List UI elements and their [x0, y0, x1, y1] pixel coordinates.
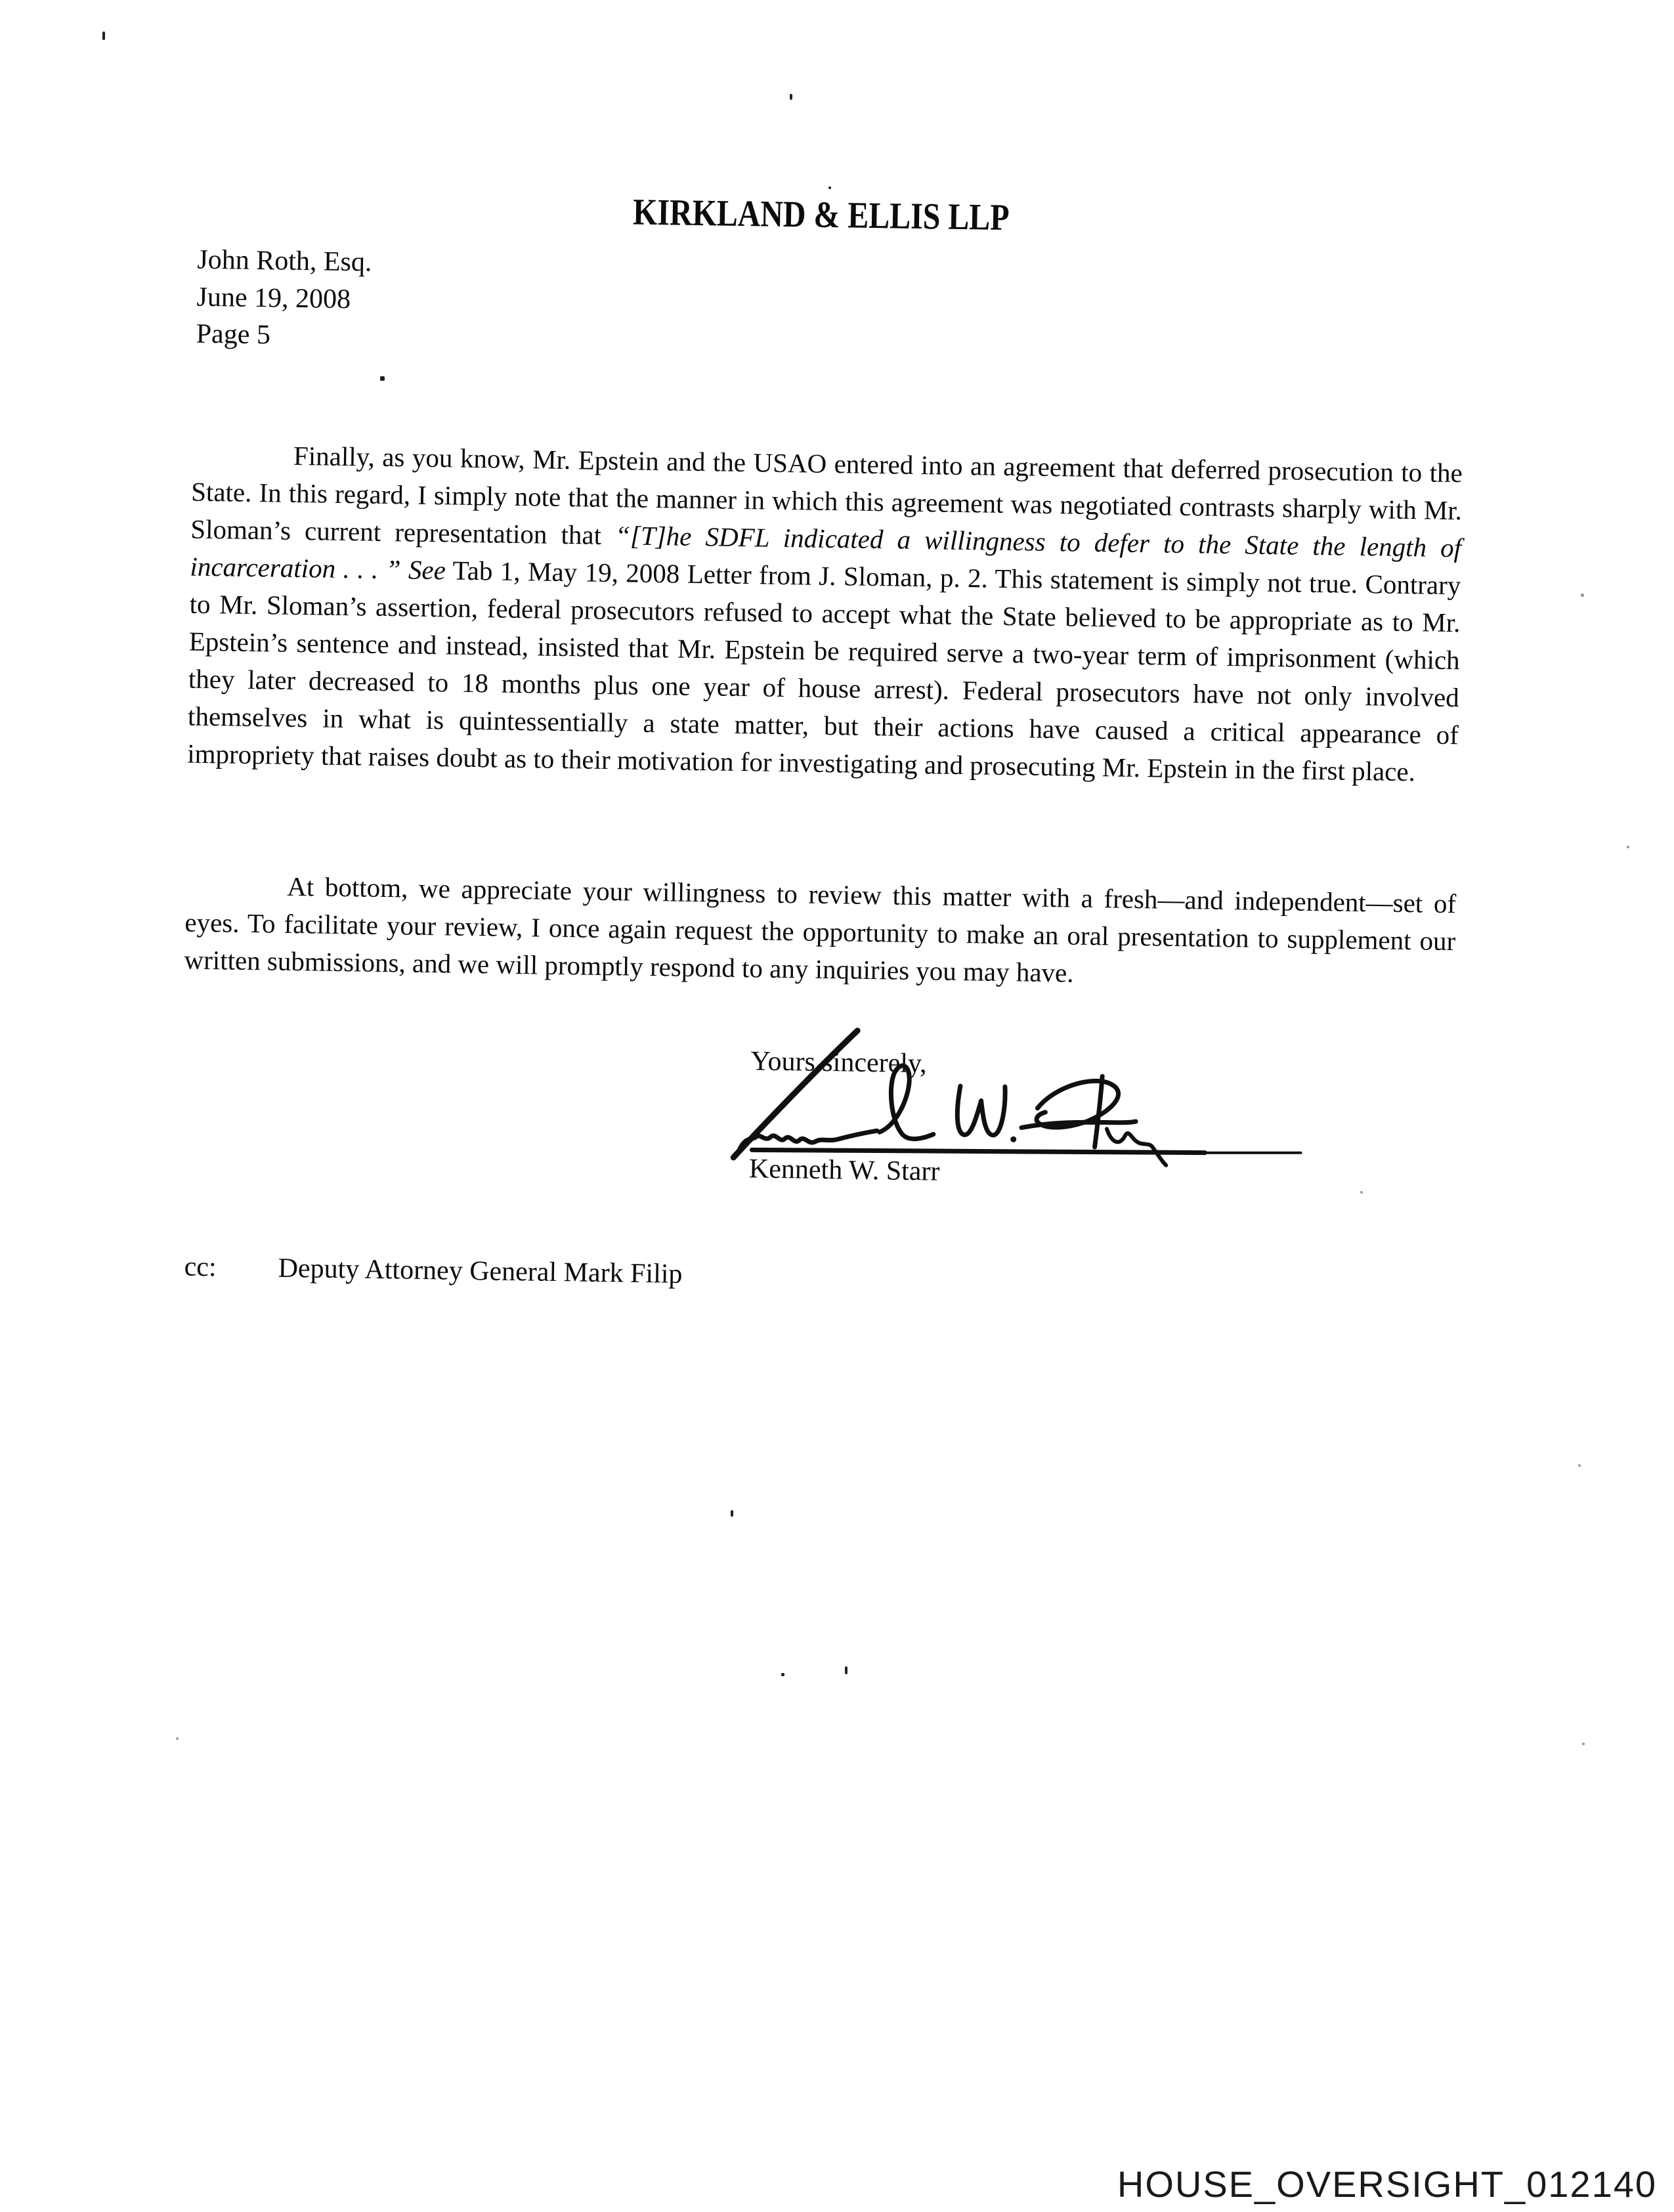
scan-speck — [828, 186, 831, 189]
letter-content — [174, 186, 1468, 1584]
signature-period — [1010, 1137, 1016, 1142]
date-line: June 19, 2008 — [196, 282, 351, 314]
signature-kenneth-w-starr — [664, 1018, 1323, 1232]
scan-speck — [1627, 846, 1629, 848]
bates-number-stamp: HOUSE_OVERSIGHT_012140 — [1117, 2163, 1657, 2205]
scan-speck — [1582, 1743, 1585, 1745]
paragraph-1-tail: Tab 1, May 19, 2008 Letter from J. Sloman, p. 2. This statement is simply not true. Contrary to Mr. Sloman’s assertion, federal prosecutors refused to accept what the State believed to be appropriate as to Mr. Epstein’s sentence and instead, insisted that Mr. Epstein be required serve a two-year term of imprisonment (which they later decreased to 18 months plus one year of house arrest). Federal prosecutors have not only involved themselves in what is quintessentially a state matter, but their actions have caused a critical appearance of impropriety that raises doubt as to their motivation for investigating and prosecuting Mr. Epstein in the first place. — [186, 555, 1461, 787]
cc-recipient: Deputy Attorney General Mark Filip — [278, 1253, 683, 1290]
signature-stroke — [880, 1066, 935, 1139]
scan-speck — [1581, 594, 1584, 597]
valediction: Yours sincerely, — [750, 1046, 928, 1079]
header-block — [196, 242, 372, 355]
scan-speck — [102, 32, 105, 40]
firm-name: KIRKLAND & ELLIS LLP — [632, 191, 1010, 239]
paragraph-1-lead: Finally, as you know, Mr. Epstein and the USAO entered into an agreement that deferred prosecution to the State. In this regard, I simply note that the manner in which this agreement was negotiated contrasts sharply with Mr. Sloman’s current representation that — [190, 440, 1463, 551]
signature-stroke — [1106, 1129, 1167, 1165]
scan-speck — [790, 94, 792, 100]
paragraph-2: At bottom, we appreciate your willingness to review this matter with a fresh—and independent—set of eyes. To facilitate your review, I once again request the opportunity to make an oral presentation to supplement our written submissions, and we will promptly respond to any inquiries you may have. — [184, 871, 1457, 988]
recipient-line: John Roth, Esq. — [197, 244, 372, 278]
scan-speck — [380, 376, 385, 381]
signer-typed-name: Kenneth W. Starr — [748, 1154, 940, 1187]
scan-speck — [176, 1737, 179, 1740]
scan-speck — [1578, 1464, 1581, 1467]
scan-speck — [845, 1666, 848, 1674]
scan-speck — [781, 1673, 784, 1676]
paragraph-1-quote: “[T]he SDFL indicated a willingness to defer to the State the length of incarceration . . . ” See — [190, 520, 1462, 586]
page-number-line: Page 5 — [196, 318, 271, 351]
paragraph-1 — [187, 436, 1463, 792]
cc-line — [184, 1251, 683, 1290]
scan-speck — [1360, 1191, 1363, 1194]
signature-stroke — [957, 1086, 1005, 1135]
letterhead — [194, 186, 1448, 244]
signature-stroke — [1095, 1076, 1103, 1147]
cc-label: cc: — [184, 1251, 217, 1283]
scan-speck — [731, 1510, 733, 1517]
